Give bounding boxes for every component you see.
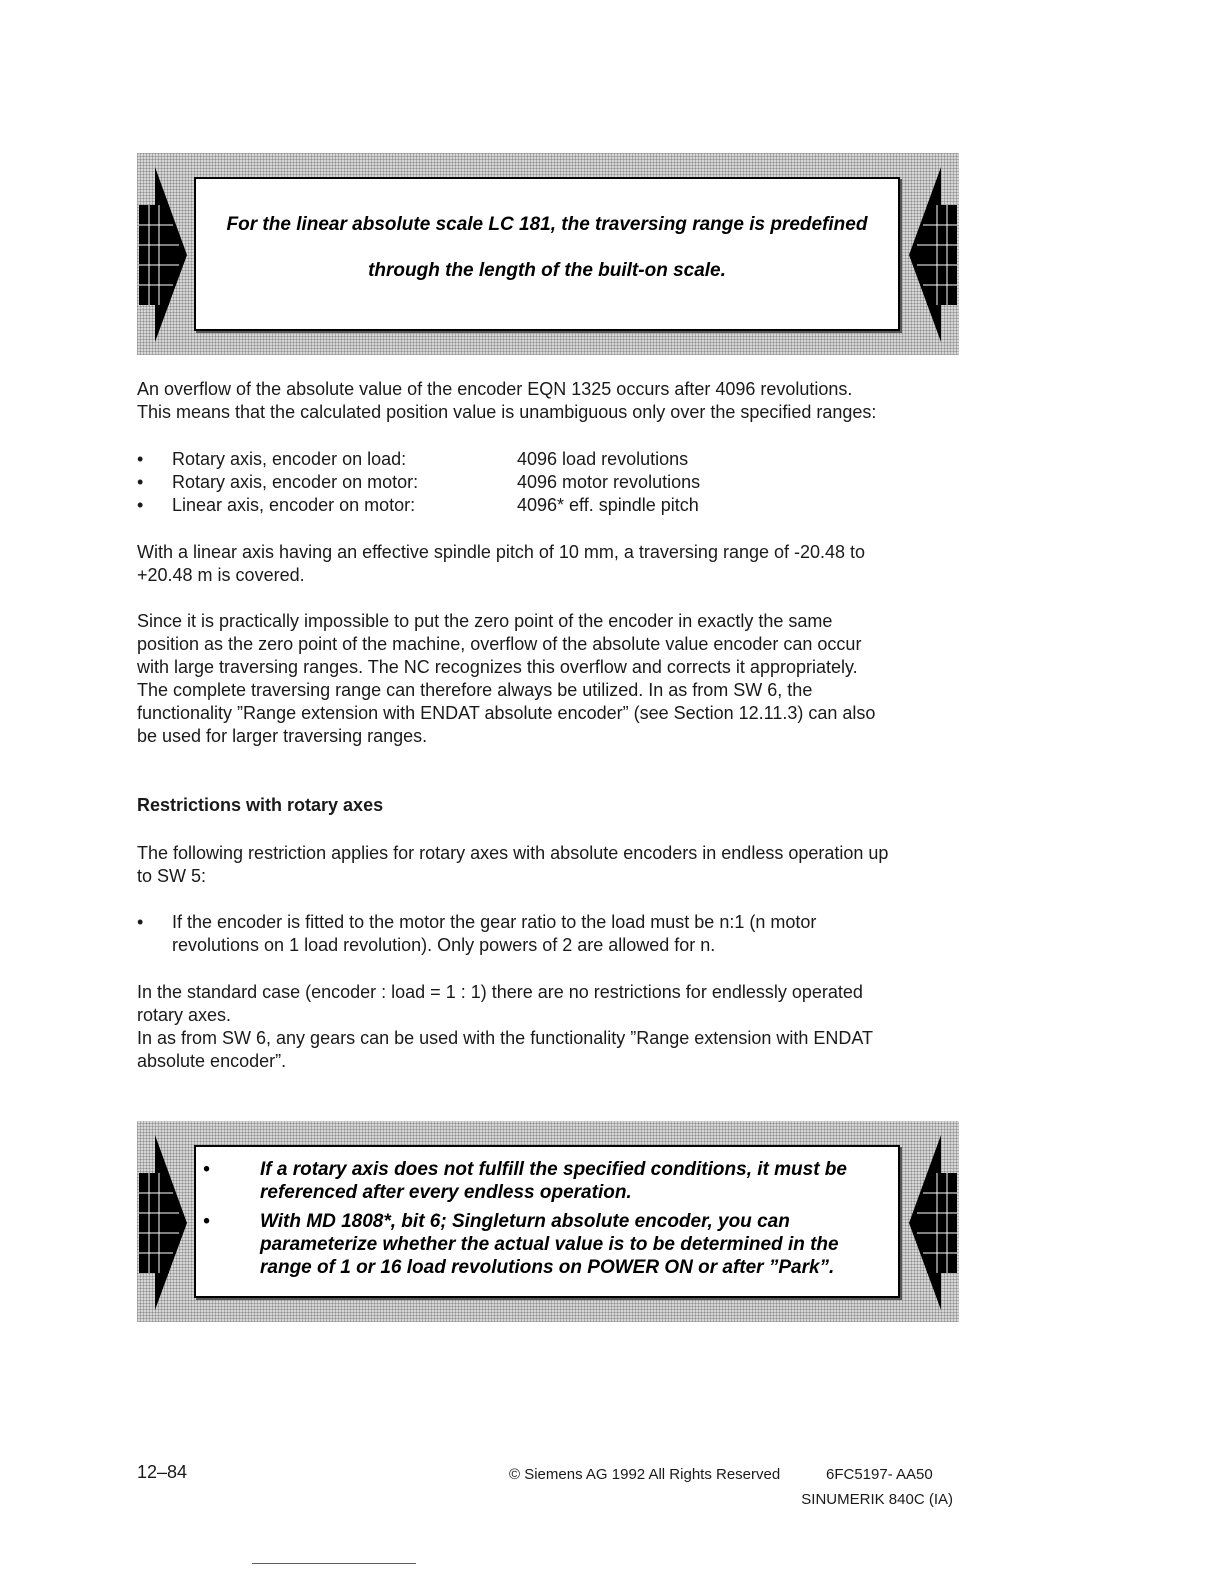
bullet: •	[137, 472, 144, 492]
text-line: Since it is practically impossible to put the zero point of the encoder in exactly the same	[137, 611, 833, 631]
text-line: With a linear axis having an effective spindle pitch of 10 mm, a traversing range of -20.48 to	[137, 542, 866, 562]
paragraph	[137, 541, 957, 587]
note-line: through the length of the built-on scale.	[368, 260, 726, 281]
note-line: range of 1 or 16 load revolutions on POWER ON or after ”Park”.	[260, 1257, 835, 1278]
note-box	[137, 1121, 959, 1322]
text-line: The complete traversing range can therefore always be utilized. In as from SW 6, the	[137, 680, 813, 700]
section-heading: Restrictions with rotary axes	[137, 795, 384, 815]
note-box	[137, 153, 959, 355]
page-number: 12–84	[137, 1462, 188, 1482]
note-panel	[194, 177, 900, 331]
text-line: This means that the calculated position value is unambiguous only over the specified ranges:	[137, 402, 877, 422]
text-line: absolute encoder”.	[137, 1051, 287, 1071]
bullet: •	[203, 1159, 210, 1180]
text-line: The following restriction applies for rotary axes with absolute encoders in endless operation up	[137, 843, 889, 863]
arrow-left-icon	[909, 1135, 957, 1310]
arrow-right-icon	[139, 1135, 187, 1310]
text-line: +20.48 m is covered.	[137, 565, 305, 585]
bullet: •	[203, 1211, 210, 1232]
note-line: With MD 1808*, bit 6; Singleturn absolute encoder, you can	[260, 1211, 790, 1232]
list-item-value: 4096 motor revolutions	[517, 472, 701, 492]
text-line: position as the zero point of the machine, overflow of the absolute value encoder can occur	[137, 634, 862, 654]
text-line: to SW 5:	[137, 866, 207, 886]
paragraph	[137, 610, 957, 748]
text-line: rotary axes.	[137, 1005, 232, 1025]
text-line: An overflow of the absolute value of the encoder EQN 1325 occurs after 4096 revolutions.	[137, 379, 853, 399]
arrow-right-icon	[139, 167, 187, 342]
list-item-value: 4096 load revolutions	[517, 449, 689, 469]
paragraph	[137, 981, 957, 1073]
text-line: In the standard case (encoder : load = 1 : 1) there are no restrictions for endlessly operated	[137, 982, 863, 1002]
list-item-value: 4096* eff. spindle pitch	[517, 495, 699, 515]
bullet: •	[137, 912, 144, 932]
text-line: In as from SW 6, any gears can be used with the functionality ”Range extension with ENDAT	[137, 1028, 874, 1048]
list-item-label: Rotary axis, encoder on motor:	[172, 472, 419, 492]
link-underline	[252, 1563, 416, 1564]
note-line: For the linear absolute scale LC 181, the traversing range is predefined	[226, 214, 868, 235]
copyright: © Siemens AG 1992 All Rights Reserved	[509, 1466, 781, 1483]
arrow-left-icon	[909, 167, 957, 342]
text-line: functionality ”Range extension with ENDAT absolute encoder” (see Section 12.11.3) can also	[137, 703, 876, 723]
note-line: referenced after every endless operation.	[260, 1182, 632, 1203]
note-line: If a rotary axis does not fulfill the specified conditions, it must be	[260, 1159, 847, 1180]
paragraph	[137, 842, 957, 888]
order-number: 6FC5197- AA50	[826, 1466, 933, 1483]
text-line: with large traversing ranges. The NC recognizes this overflow and corrects it appropriately.	[137, 657, 858, 677]
note-line: parameterize whether the actual value is to be determined in the	[260, 1234, 839, 1255]
bullet: •	[137, 449, 144, 469]
list-item-label: Rotary axis, encoder on load:	[172, 449, 407, 469]
bullet: •	[137, 495, 144, 515]
paragraph	[137, 378, 957, 424]
text-line: be used for larger traversing ranges.	[137, 726, 428, 746]
list-item-label: Linear axis, encoder on motor:	[172, 495, 416, 515]
product-name: SINUMERIK 840C (IA)	[801, 1491, 953, 1508]
list-item-text: If the encoder is fitted to the motor the gear ratio to the load must be n:1 (n motor	[172, 912, 817, 932]
list-item-text: revolutions on 1 load revolution). Only powers of 2 are allowed for n.	[172, 935, 716, 955]
